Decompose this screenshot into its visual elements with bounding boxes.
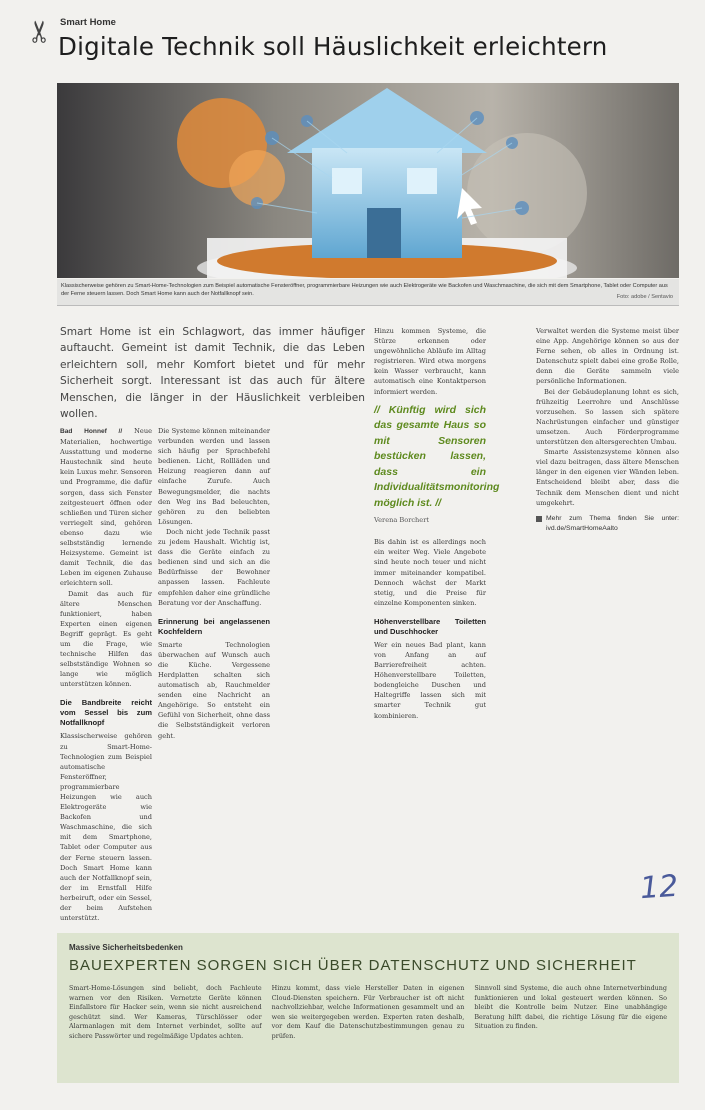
column-paragraph: Smarte Assistenzsysteme können also viel dazu beitragen, dass ältere Menschen länger in den eigenen vier Wänden leben. Entscheidend bleibt aber, dass die Technik dem Menschen dient und nicht umgekehrt. bbox=[536, 448, 679, 507]
box-kicker: Massive Sicherheitsbedenken bbox=[69, 943, 183, 952]
column-paragraph: Smarte Technologien überwachen auf Wunsch auch die Küche. Vergessene Herdplatten schalten sich automatisch ab, Rauchmelder senden eine Nachricht an Angehörige. So entsteht ein Gefühl von Sicherheit, ohne dass die Selbstständigkeit verloren geht. bbox=[158, 640, 270, 740]
handwritten-page-number: 12 bbox=[638, 868, 680, 907]
box-columns bbox=[69, 984, 667, 1042]
dateline: Bad Honnef // bbox=[60, 428, 123, 435]
photo-credit: Foto: adobe / Sentavio bbox=[616, 294, 673, 300]
info-box bbox=[57, 933, 679, 1083]
section-label: Smart Home bbox=[60, 17, 116, 28]
article-column-3 bbox=[374, 326, 500, 721]
column-paragraph bbox=[60, 426, 152, 589]
paragraph-text: Neue Materialien, hochwertige Ausstattung und moderne Haustechnik sind heute kein Luxus mehr. Sensoren und Programme, die dafür sorgen, dass sich Fenster zeitgesteuert öffnen oder schließen und Türen sicher verriegelt sind, gehören ebenso dazu wie selbstständig lernende Heizsysteme. Gemeint ist damit Technik, die das Leben im eigenen Zuhause erleichtern soll. bbox=[60, 427, 152, 588]
hero-image bbox=[57, 83, 679, 278]
subheading: Erinnerung bei angelassenen Kochfeldern bbox=[158, 616, 270, 636]
article-column-1 bbox=[60, 426, 152, 923]
column-paragraph: Hinzu kommen Systeme, die Stürze erkennen oder ungewöhnliche Abläufe im Alltag registrieren. Wird etwa morgens kein Wasser verbraucht, kann automatisch eine Kontaktperson informiert werden. bbox=[374, 327, 486, 396]
article-column-2 bbox=[158, 426, 270, 741]
headline: Digitale Technik soll Häuslichkeit erleichtern bbox=[58, 32, 608, 61]
box-title: BAUEXPERTEN SORGEN SICH ÜBER DATENSCHUTZ UND SICHERHEIT bbox=[69, 957, 637, 974]
column-paragraph: Bei der Gebäudeplanung lohnt es sich, frühzeitig Leerrohre und Anschlüsse vorzusehen. So lassen sich spätere Nachrüstungen einfacher und günstiger umsetzen. Auch Förderprogramme unterstützen den altersgerechten Umbau. bbox=[536, 387, 679, 447]
more-info-text: Mehr zum Thema finden Sie unter: ivd.de/SmartHomeAalto bbox=[546, 514, 679, 532]
subheading: Die Bandbreite reicht vom Sessel bis zum Notfallknopf bbox=[60, 698, 152, 728]
column-paragraph: Wer ein neues Bad plant, kann von Anfang an auf Barrierefreiheit achten. Höhenverstellbare Toiletten, bodengleiche Duschen und Haltegriffe lassen sich mit smarter Technik gut kombinieren. bbox=[374, 640, 486, 720]
square-bullet-icon bbox=[536, 516, 542, 522]
lead-paragraph: Smart Home ist ein Schlagwort, das immer häufiger auftaucht. Gemeint ist damit Technik, die das Leben erleichtern soll, mehr Komfort bietet und für mehr Sicherheit sorgt. Interessant ist das auch für ältere Menschen, die länger in der Häuslichkeit verbleiben wollen. bbox=[60, 326, 365, 421]
column-paragraph: Bis dahin ist es allerdings noch ein weiter Weg. Viele Angebote sind heute noch teuer und nicht immer miteinander kompatibel. Dennoch wächst der Markt stetig, und die Preise für einzelne Komponenten sinken. bbox=[374, 538, 486, 607]
column-paragraph: Klassischerweise gehören zu Smart-Home-Technologien zum Beispiel automatische Fensteröffner, programmierbare Heizungen wie auch Elektrogeräte wie Backofen und Waschmaschine, die sich mit dem Smartphone, Tablet oder Computer aus der Ferne steuern lassen. Doch Smart Home kann auch der Notfallknopf sein, der im Ernstfall Hilfe herbeiruft, oder ein Sessel, der beim Aufstehen unterstützt. bbox=[60, 732, 152, 923]
column-paragraph: Damit das auch für ältere Menschen funktioniert, haben Experten einen eigenen Begriff geprägt. Es geht um die Frage, wie technische Hilfen das selbstständige Wohnen so lange wie möglich unterstützen können. bbox=[60, 589, 152, 689]
article-column-4 bbox=[536, 326, 679, 534]
subheading: Höhenverstellbare Toiletten und Duschhocker bbox=[374, 616, 486, 636]
pull-quote-author: Verena Borchert bbox=[374, 516, 429, 525]
column-paragraph: Doch nicht jede Technik passt zu jedem Haushalt. Wichtig ist, dass die Geräte einfach zu bedienen sind und sich an die Bedürfnisse der Bewohner anpassen lassen. Fachleute empfehlen daher eine gründliche Beratung vor der Anschaffung. bbox=[158, 527, 270, 607]
box-paragraph: Smart-Home-Lösungen sind beliebt, doch Fachleute warnen vor den Risiken. Vernetzte Geräte können Einfallstore für Hacker sein, wenn sie nicht ausreichend geschützt sind. Wer Kameras, Türschlösser oder Alarmanlagen mit dem Internet verbindet, sollte auf sichere Passwörter und regelmäßige Updates achten. bbox=[69, 984, 262, 1040]
scissors-icon: ✂ bbox=[23, 18, 59, 45]
caption-text: Klassischerweise gehören zu Smart-Home-Technologien zum Beispiel automatische Fensteröffner, programmierbare Heizungen wie auch Elektrogeräte wie Backofen und Waschmaschine, die sich mit dem Smartphone, Tablet oder Computer aus der Ferne steuern lassen. Doch Smart Home kann auch der Notfallknopf sein. bbox=[61, 283, 668, 297]
more-info-note bbox=[536, 514, 679, 534]
pull-quote: // Künftig wird sich das gesamte Haus so mit Sensoren bestücken lassen, dass ein Individualitätsmonitoring möglich ist. // bbox=[374, 403, 500, 509]
box-paragraph: Hinzu kommt, dass viele Hersteller Daten in eigenen Cloud-Diensten speichern. Für Verbraucher ist oft nicht nachvollziehbar, welche Informationen gesammelt und an wen sie weitergegeben werden. Experten raten deshalb, vor dem Kauf die Datenschutzbestimmungen genau zu prüfen. bbox=[271, 984, 465, 1040]
image-caption bbox=[57, 279, 679, 306]
column-paragraph: Die Systeme können miteinander verbunden werden und lassen sich häufig per Sprachbefehl bedienen. Licht, Rollläden und Heizung reagieren dann auf einfache Zurufe. Auch Bewegungsmelder, die nachts den Weg ins Bad beleuchten, gehören zu den beliebten Lösungen. bbox=[158, 427, 270, 526]
column-paragraph: Verwaltet werden die Systeme meist über eine App. Angehörige können so aus der Ferne sehen, ob alles in Ordnung ist. Datenschutz spielt dabei eine große Rolle, denn die Geräte sammeln viele persönliche Informationen. bbox=[536, 327, 679, 386]
box-paragraph: Sinnvoll sind Systeme, die auch ohne Internetverbindung funktionieren und lokal gesteuert werden können. So bleibt die Kontrolle beim Nutzer. Eine unabhängige Beratung hilft dabei, die richtige Lösung für die eigene Situation zu finden. bbox=[474, 984, 668, 1031]
